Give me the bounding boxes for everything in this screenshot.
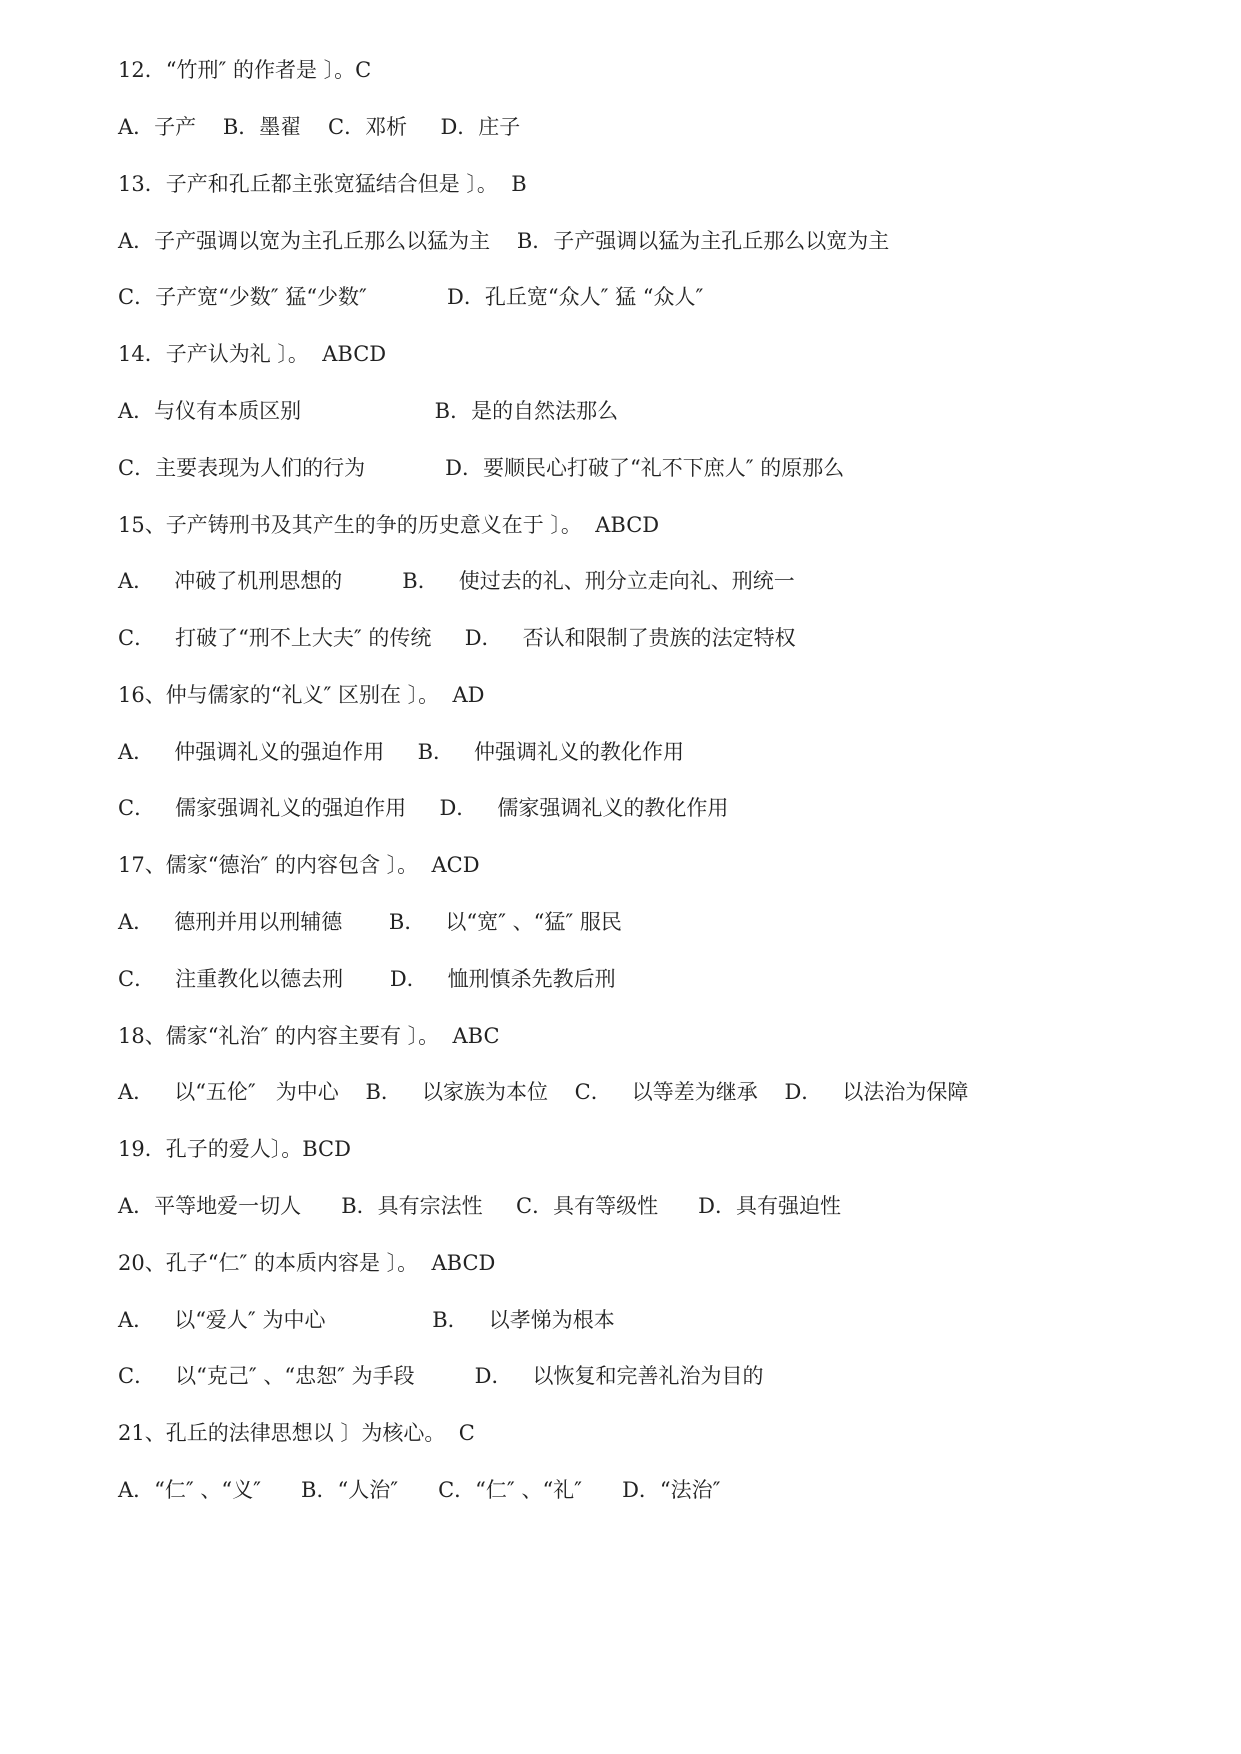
options-17-cd: C． 注重教化以德去刑 D． 恤刑慎杀先教后刑 (118, 967, 616, 991)
question-16: 16、仲与儒家的“礼义″ 区别在 〕。 AD (118, 683, 485, 707)
options-20-ab: A． 以“爱人″ 为中心 B． 以孝悌为根本 (118, 1308, 615, 1332)
question-12: 12．“竹刑″ 的作者是 〕。C (118, 58, 372, 82)
options-14-ab: A．与仪有本质区别 B．是的自然法那么 (118, 399, 619, 423)
options-21: A．“仁″ 、“义″ B．“人治″ C．“仁″ 、“礼″ D．“法治″ (118, 1478, 721, 1502)
options-13-ab: A．子产强调以宽为主孔丘那么以猛为主 B．子产强调以猛为主孔丘那么以宽为主 (118, 229, 890, 253)
question-15: 15、子产铸刑书及其产生的争的历史意义在于 〕。 ABCD (118, 513, 660, 537)
options-19: A．平等地爱一切人 B．具有宗法性 C．具有等级性 D．具有强迫性 (118, 1194, 841, 1218)
options-15-ab: A． 冲破了机刑思想的 B． 使过去的礼、刑分立走向礼、刑统一 (118, 569, 795, 593)
options-20-cd: C． 以“克己″ 、“忠恕″ 为手段 D． 以恢复和完善礼治为目的 (118, 1364, 764, 1388)
options-16-ab: A． 仲强调礼义的强迫作用 B． 仲强调礼义的教化作用 (118, 740, 685, 764)
options-15-cd: C． 打破了“刑不上大夫″ 的传统 D． 否认和限制了贵族的法定特权 (118, 626, 796, 650)
options-16-cd: C． 儒家强调礼义的强迫作用 D． 儒家强调礼义的教化作用 (118, 796, 729, 820)
options-17-ab: A． 德刑并用以刑辅德 B． 以“宽″ 、“猛″ 服民 (118, 910, 622, 934)
question-18: 18、儒家“礼治″ 的内容主要有 〕。 ABC (118, 1024, 500, 1048)
question-19: 19．孔子的爱人〕。BCD (118, 1137, 351, 1161)
question-13: 13．子产和孔丘都主张宽猛结合但是 〕。 B (118, 172, 527, 196)
question-14: 14．子产认为礼 〕。 ABCD (118, 342, 387, 366)
options-18: A． 以“五伦″ 为中心 B． 以家族为本位 C． 以等差为继承 D． 以法治为保障 (118, 1080, 969, 1104)
options-12: A．子产 B．墨翟 C．邓析 D．庄子 (118, 115, 521, 139)
question-20: 20、孔子“仁″ 的本质内容是 〕。 ABCD (118, 1251, 496, 1275)
options-14-cd: C．主要表现为人们的行为 D．要顺民心打破了“礼不下庶人″ 的原那么 (118, 456, 845, 480)
options-13-cd: C．子产宽“少数″ 猛“少数″ D．孔丘宽“众人″ 猛 “众人″ (118, 285, 704, 309)
question-17: 17、儒家“德治″ 的内容包含 〕。 ACD (118, 853, 480, 877)
question-21: 21、孔丘的法律思想以 〕为核心。 C (118, 1421, 475, 1445)
